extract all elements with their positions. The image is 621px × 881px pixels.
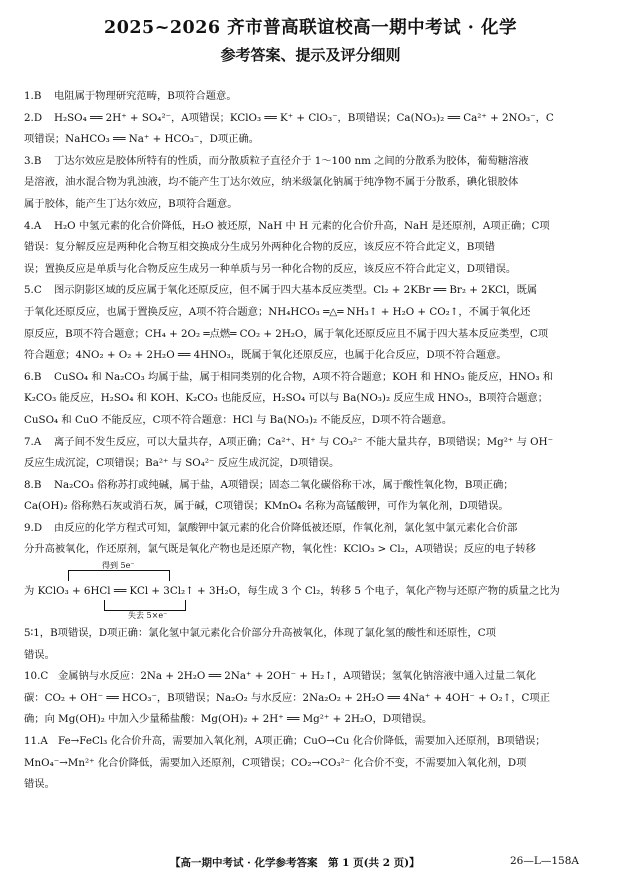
answer-text-line: 反应生成沉淀，C项错误；Ba²⁺ 与 SO₄²⁻ 反应生成沉淀，D项错误。 bbox=[24, 457, 340, 470]
answer-text-line: 原反应，B项不符合题意；CH₄ + 2O₂ ═点燃═ CO₂ + 2H₂O，属于氧化还原反应且不属于四大基本反应类型，C项 bbox=[24, 327, 549, 340]
answer-item bbox=[24, 518, 602, 561]
answer-text-line: Fe→FeCl₃ 化合价升高，需要加入氧化剂，A项正确；CuO→Cu 化合价降低，需要加入还原剂，B项错误； bbox=[58, 735, 546, 748]
answer-item bbox=[24, 108, 602, 151]
answer-text-line: 错误。 bbox=[24, 648, 55, 661]
answer-number: 6.B bbox=[24, 370, 42, 383]
answer-item bbox=[24, 367, 602, 432]
answer-text-line: CuSO₄ 和 CuO 不能反应，C项不符合题意：HCl 与 Ba(NO₃)₂ 不能反应，D项不符合题意。 bbox=[24, 413, 453, 426]
answer-number: 2.D bbox=[24, 111, 43, 124]
page-title: 2025~2026 齐市普高联谊校高一期中考试 · 化学 bbox=[104, 18, 517, 38]
answer-number: 10.C bbox=[24, 670, 49, 683]
answer-item bbox=[24, 280, 602, 366]
answer-text-line: CuSO₄ 和 Na₂CO₃ 均属于盐，属于相同类别的化合物，A项不符合题意；KOH 和 HNO₃ 能反应，HNO₃ 和 bbox=[54, 370, 554, 383]
answer-text-line: H₂O 中氢元素的化合价降低，H₂O 被还原，NaH 中 H 元素的化合价升高，NaH 是还原剂，A项正确；C项 bbox=[54, 219, 550, 232]
gain-electron-label: 得到 5e⁻ bbox=[102, 561, 135, 571]
answer-text-line: 错误。 bbox=[24, 778, 55, 791]
answer-item bbox=[24, 475, 602, 518]
answer-number: 1.B bbox=[24, 90, 42, 102]
lose-electron-bracket bbox=[104, 600, 186, 611]
answer-text-line: 电阻属于物理研究范畴，B项符合题意。 bbox=[54, 90, 237, 102]
answer-text-line: Na₂CO₃ 俗称苏打或纯碱，属于盐，A项错误；固态二氧化碳俗称干冰，属于酸性氧化物，B项正确； bbox=[54, 478, 514, 491]
footer-page-info: 【高一期中考试 · 化学参考答案 第 1 页(共 2 页)】 bbox=[170, 857, 420, 869]
answer-item bbox=[24, 666, 602, 731]
answer-number: 8.B bbox=[24, 478, 42, 491]
answer-text-line: MnO₄⁻→Mn²⁺ 化合价降低，需要加入还原剂，C项错误；CO₂→CO₃²⁻ 化合价不变，不需要加入氧化剂，D项 bbox=[24, 756, 527, 769]
answer-number: 11.A bbox=[24, 735, 48, 748]
answer-number: 4.A bbox=[24, 219, 42, 232]
answer-item bbox=[24, 731, 602, 796]
answer-text-line: H₂SO₄ ══ 2H⁺ + SO₄²⁻，A项错误；KClO₃ ══ K⁺ + ClO₃⁻，B项错误；Ca(NO₃)₂ ══ Ca²⁺ + 2NO₃⁻，C bbox=[54, 111, 554, 124]
answer-item bbox=[24, 86, 602, 108]
answer-number: 3.B bbox=[24, 154, 42, 167]
answer-item bbox=[24, 432, 602, 475]
answer-number: 7.A bbox=[24, 435, 42, 448]
answer-text-line: 金属钠与水反应：2Na + 2H₂O ══ 2Na⁺ + 2OH⁻ + H₂↑，A项错误；氢氧化钠溶液中通入过量二氧化 bbox=[58, 670, 536, 683]
answer-text-line: 图示阴影区域的反应属于氧化还原反应，但不属于四大基本反应类型。Cl₂ + 2KBr ══ Br₂ + 2KCl，既属 bbox=[54, 284, 538, 297]
answer-text-line: 丁达尔效应是胶体所特有的性质，而分散质粒子直径介于 1～100 nm 之间的分散系为胶体，葡萄糖溶液 bbox=[54, 154, 529, 167]
answer-text-line: Ca(OH)₂ 俗称熟石灰或消石灰，属于碱，C项错误；KMnO₄ 名称为高锰酸钾，可作为氧化剂，D项错误。 bbox=[24, 500, 509, 513]
answer-list bbox=[24, 86, 602, 796]
answer-text-line: 确；向 Mg(OH)₂ 中加入少量稀盐酸：Mg(OH)₂ + 2H⁺ ══ Mg²⁺ + 2H₂O，D项错误。 bbox=[24, 713, 433, 726]
reaction-equation-line: 为 KClO₃ + 6HCl ══ KCl + 3Cl₂↑ + 3H₂O，每生成 3 个 Cl₂，转移 5 个电子，氧化产物与还原产物的质量之比为 bbox=[24, 585, 560, 598]
page-subtitle: 参考答案、提示及评分细则 bbox=[220, 46, 401, 64]
answer-number: 5.C bbox=[24, 284, 42, 297]
answer-item bbox=[24, 216, 602, 281]
answer-text-line: 离子间不发生反应，可以大量共存，A项正确；Ca²⁺、H⁺ 与 CO₃²⁻ 不能大量共存，B项错误；Mg²⁺ 与 OH⁻ bbox=[54, 435, 554, 448]
answer-text-line: 碳：CO₂ + OH⁻ ══ HCO₃⁻，B项错误；Na₂O₂ 与水反应：2Na₂O₂ + 2H₂O ══ 4Na⁺ + 4OH⁻ + O₂↑，C项正 bbox=[24, 691, 551, 704]
answer-text-line: 属于胶体，能产生丁达尔效应，B项符合题意。 bbox=[24, 197, 238, 210]
footer-code: 26—L—158A bbox=[510, 855, 579, 867]
answer-text-line: K₂CO₃ 能反应，H₂SO₄ 和 KOH、K₂CO₃ 也能反应，H₂SO₄ 可以与 Ba(NO₃)₂ 反应生成 HNO₃，B项符合题意； bbox=[24, 392, 549, 405]
gain-electron-bracket bbox=[68, 570, 170, 581]
answer-text-line: 符合题意；4NO₂ + O₂ + 2H₂O ══ 4HNO₃，既属于氧化还原反应，也属于化合反应，D项不符合题意。 bbox=[24, 349, 507, 362]
answer-text-line: 是溶液，油水混合物为乳浊液，均不能产生丁达尔效应，纳米级氯化钠属于纯净物不属于分散系，碘化银胶体 bbox=[24, 176, 519, 189]
answer-text-line: 项错误；NaHCO₃ ══ Na⁺ + HCO₃⁻，D项正确。 bbox=[24, 133, 260, 146]
answer-text-line: 于氧化还原反应，也属于置换反应，A项不符合题意；NH₄HCO₃ ═△═ NH₃↑ + H₂O + CO₂↑，不属于氧化还 bbox=[24, 305, 531, 318]
answer-number: 9.D bbox=[24, 521, 43, 534]
electron-transfer-diagram bbox=[24, 561, 602, 623]
answer-text-line: 误；置换反应是单质与化合物反应生成另一种单质与另一种化合物的反应，该反应不符合此定义，D项错误。 bbox=[24, 262, 517, 275]
answer-text-line: 由反应的化学方程式可知，氯酸钾中氯元素的化合价降低被还原，作氧化剂，氯化氢中氯元素化合价部 bbox=[54, 521, 518, 534]
answer-text-line: 分升高被氧化，作还原剂，氯气既是氧化产物也是还原产物，氧化性：KClO₃ > Cl₂，A项错误；反应的电子转移 bbox=[24, 543, 536, 556]
lose-electron-label: 失去 5×e⁻ bbox=[128, 611, 168, 621]
answer-item bbox=[24, 151, 602, 216]
answer-text-line: 错误：复分解反应是两种化合物互相交换成分生成另外两种化合物的反应，该反应不符合此定义，B项错 bbox=[24, 241, 495, 254]
answer-text-line: 5∶1，B项错误，D项正确：氯化氢中氯元素化合价部分升高被氧化，体现了氯化氢的酸性和还原性，C项 bbox=[24, 627, 496, 640]
